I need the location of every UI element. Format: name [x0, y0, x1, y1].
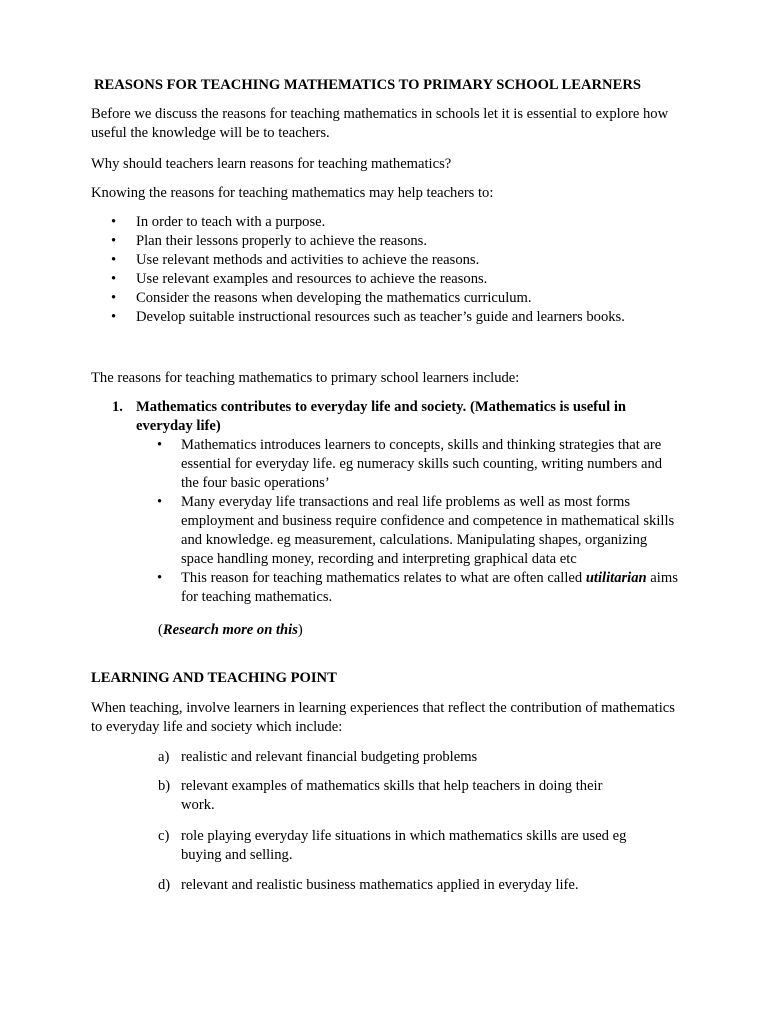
- bullet-icon: •: [157, 494, 163, 510]
- bullet-icon: •: [111, 309, 117, 325]
- ltp-item-text: relevant examples of mathematics skills that help teachers in doing their work.: [181, 778, 603, 813]
- list-item: • This reason for teaching mathematics relates to what are often called utilitarian aims for teaching mathematics.: [157, 570, 678, 605]
- list-item: • Use relevant methods and activities to achieve the reasons.: [111, 252, 480, 268]
- reason-number: 1.: [112, 399, 123, 415]
- list-item: • Plan their lessons properly to achieve the reasons.: [111, 233, 427, 249]
- intro-paragraph: Before we discuss the reasons for teaching mathematics in schools let it is essential to explore how useful the knowledge will be to teachers.: [91, 106, 669, 141]
- ltp-item-label: a): [158, 749, 170, 765]
- reason-heading-text: Mathematics contributes to everyday life and society. (Mathematics is useful in everyday life): [136, 399, 627, 434]
- help-list: [91, 213, 691, 327]
- ltp-item-b: [158, 777, 638, 815]
- list-item: • Mathematics introduces learners to concepts, skills and thinking strategies that are essential for everyday life. eg numeracy skills such counting, writing numbers and the four basic operations’: [157, 437, 663, 491]
- section-heading: LEARNING AND TEACHING POINT: [91, 670, 337, 686]
- bullet-icon: •: [111, 233, 117, 249]
- list-item: • Develop suitable instructional resources such as teacher’s guide and learners books.: [111, 309, 625, 325]
- research-note: (Research more on this): [158, 622, 303, 638]
- list-item: • Use relevant examples and resources to achieve the reasons.: [111, 271, 488, 287]
- ltp-item-text: relevant and realistic business mathematics applied in everyday life.: [181, 877, 579, 893]
- ltp-item-a: [158, 748, 638, 767]
- bullet-icon: •: [111, 214, 117, 230]
- knowing-paragraph: Knowing the reasons for teaching mathematics may help teachers to:: [91, 185, 494, 201]
- question-paragraph: Why should teachers learn reasons for teaching mathematics?: [91, 156, 452, 172]
- ltp-item-label: c): [158, 828, 170, 844]
- research-note-text: Research more on this: [162, 622, 298, 638]
- ltp-item-c: [158, 827, 638, 865]
- utilitarian-emphasis: utilitarian: [585, 570, 647, 586]
- bullet-icon: •: [111, 271, 117, 287]
- bullet-icon: •: [157, 570, 163, 586]
- ltp-item-label: b): [158, 778, 171, 794]
- list-item: • In order to teach with a purpose.: [111, 214, 326, 230]
- list-item: • Many everyday life transactions and real life problems as well as most forms employment and business require confidence and competence in mathematical skills and knowledge. eg measurement, calculations. Manipulating shapes, organizing space handling money, recording and interpreting graphical data etc: [157, 494, 675, 567]
- bullet-icon: •: [157, 437, 163, 453]
- ltp-item-d: [158, 876, 638, 895]
- reasons-intro: The reasons for teaching mathematics to primary school learners include:: [91, 370, 520, 386]
- reason-points: [155, 436, 680, 607]
- ltp-item-label: d): [158, 877, 171, 893]
- ltp-intro: When teaching, involve learners in learning experiences that reflect the contribution of mathematics to everyday life and society which include:: [91, 700, 675, 735]
- ltp-item-text: role playing everyday life situations in which mathematics skills are used eg buying and selling.: [181, 828, 627, 863]
- ltp-item-text: realistic and relevant financial budgeting problems: [181, 749, 478, 765]
- bullet-icon: •: [111, 252, 117, 268]
- document-title: REASONS FOR TEACHING MATHEMATICS TO PRIMARY SCHOOL LEARNERS: [94, 77, 641, 93]
- list-item: • Consider the reasons when developing the mathematics curriculum.: [111, 290, 532, 306]
- bullet-icon: •: [111, 290, 117, 306]
- reason-heading: [112, 398, 672, 436]
